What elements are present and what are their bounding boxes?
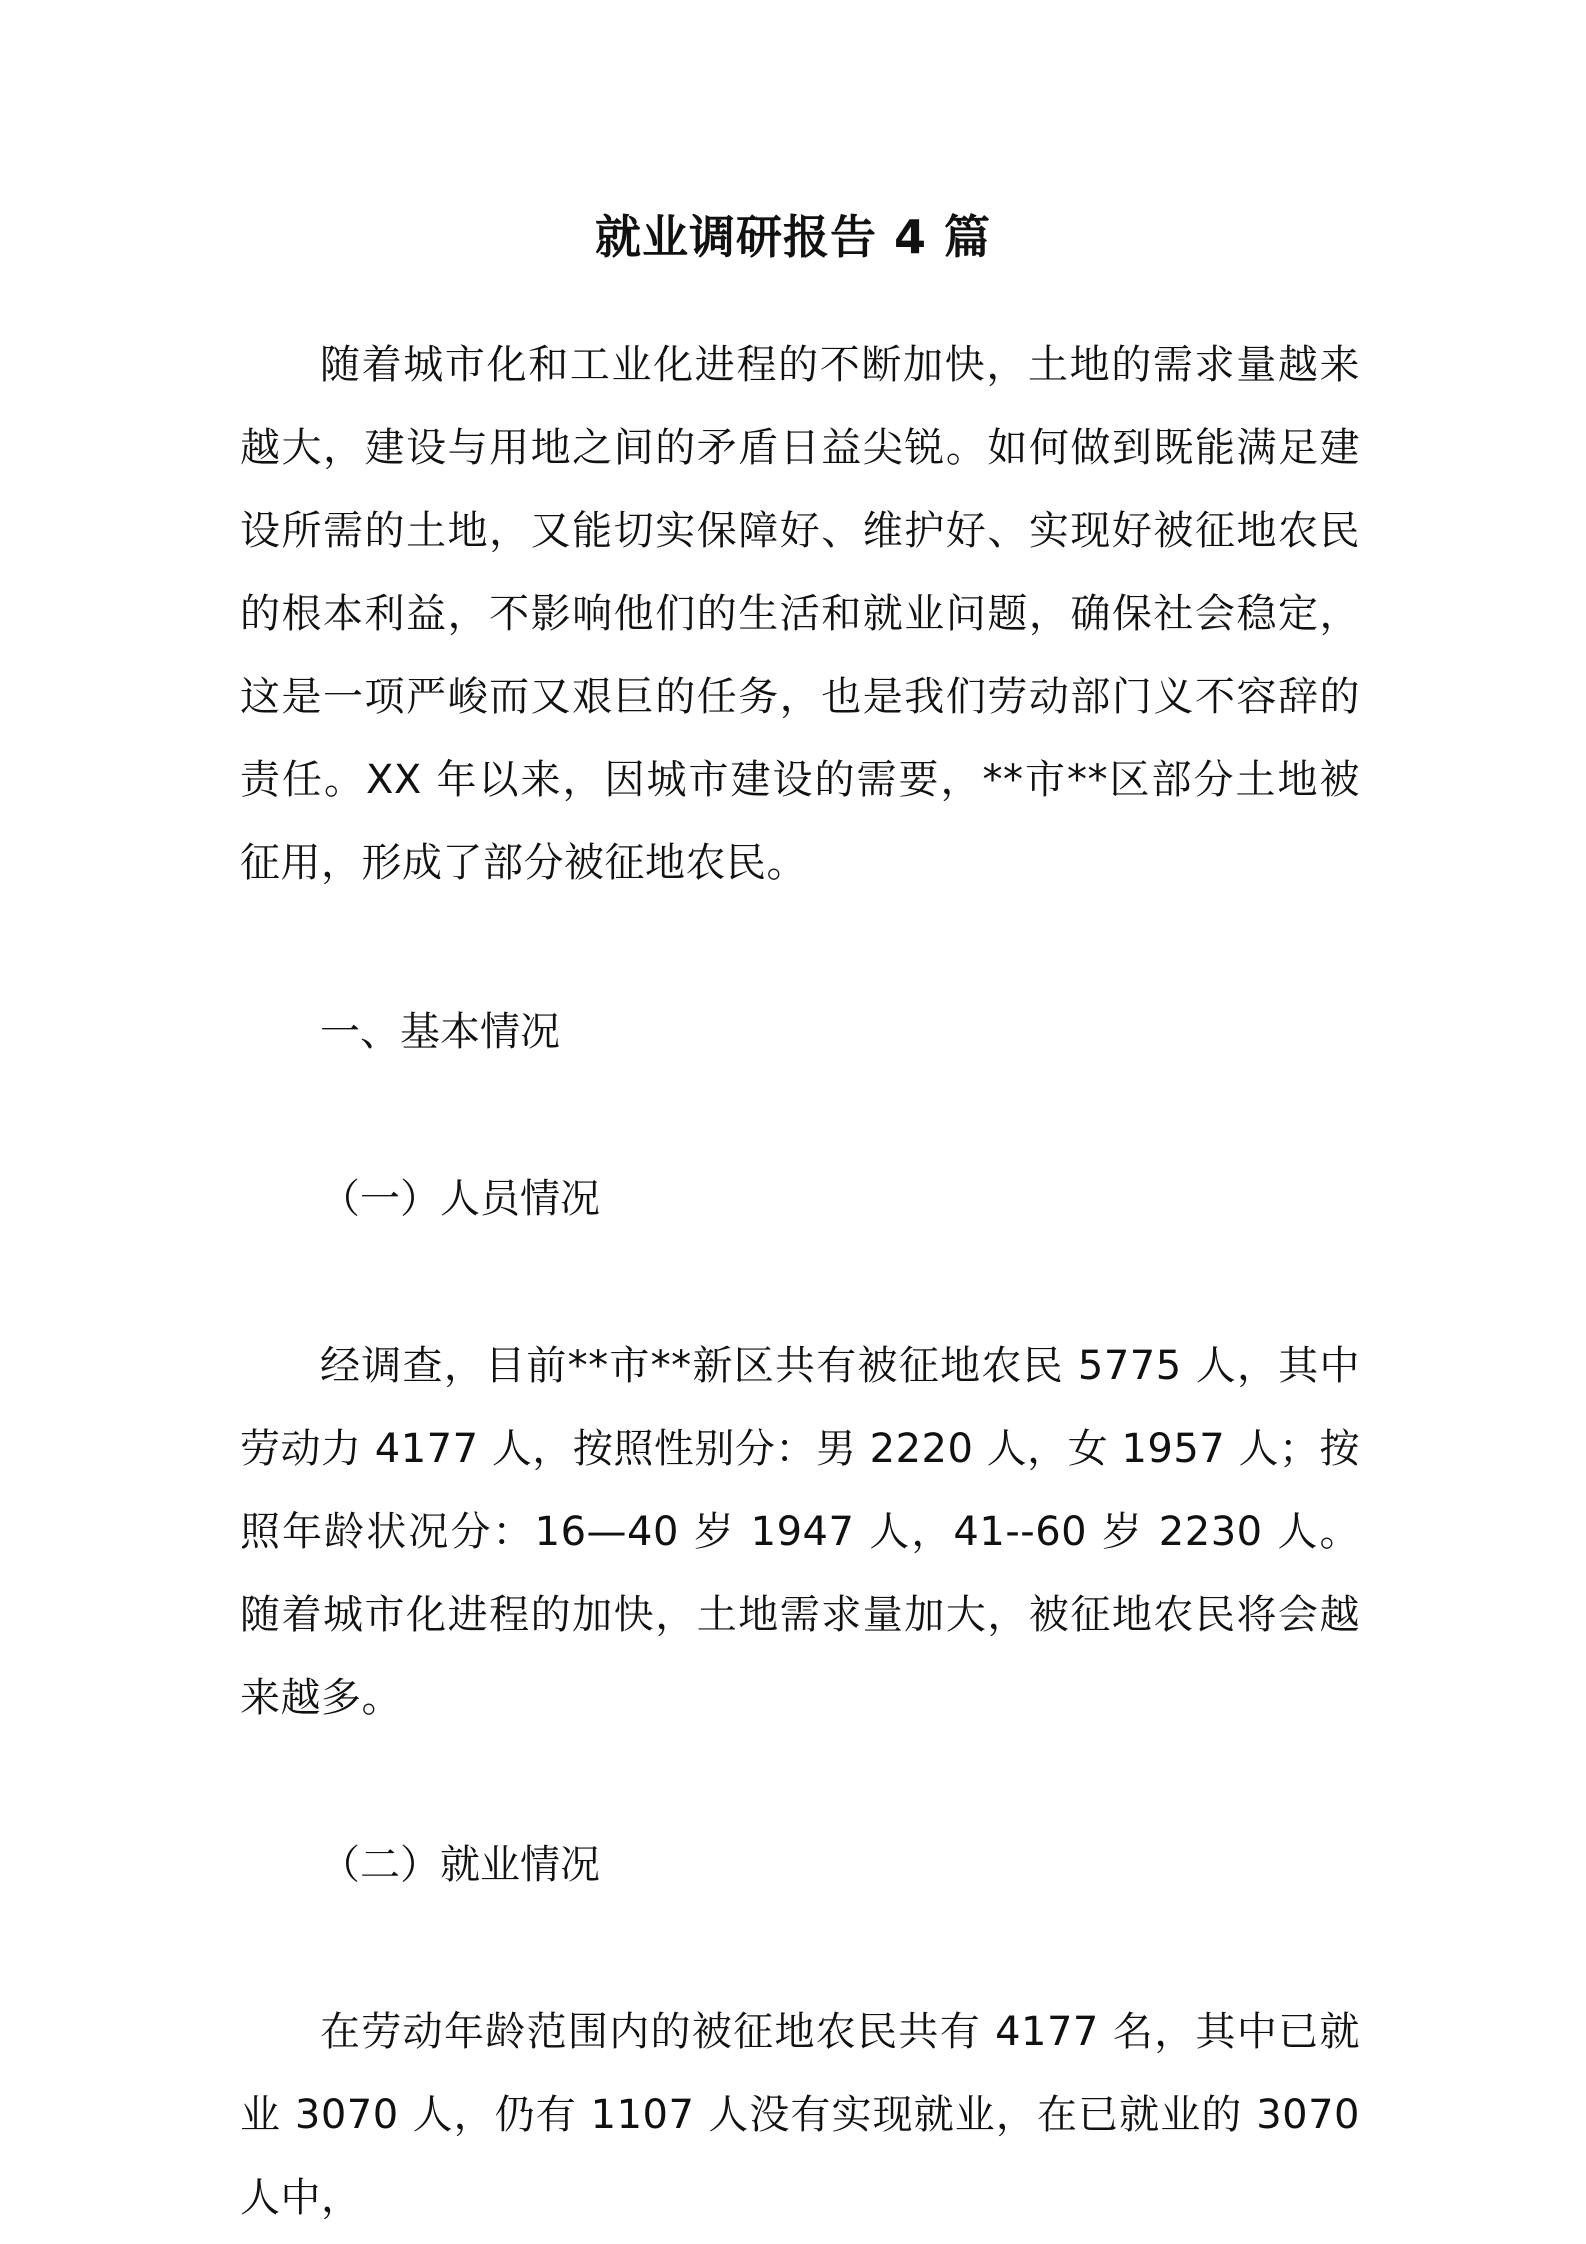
document-body [240,324,1360,2240]
spacer [240,1740,1360,1824]
subsection-heading-personnel: （一）人员情况 [320,1176,600,1222]
personnel-paragraph: 经调查，目前**市**新区共有被征地农民 5775 人，其中劳动力 4177 人，按照性别分：男 2220 人，女 1957 人；按照年龄状况分：16—40 岁 1947 人，41--60 岁 2230 人。随着城市化进程的加快，土地需求量加大，被征地农民将会越来越多。 [240,1343,1360,1721]
section-heading-basic: 一、基本情况 [320,1009,560,1055]
spacer [240,1241,1360,1325]
spacer [240,905,1360,991]
employment-paragraph: 在劳动年龄范围内的被征地农民共有 4177 名，其中已就业 3070 人，仍有 1107 人没有实现就业，在已就业的 3070 人中， [240,2009,1360,2221]
intro-paragraph: 随着城市化和工业化进程的不断加快，土地的需求量越来越大，建设与用地之间的矛盾日益尖锐。如何做到既能满足建设所需的土地，又能切实保障好、维护好、实现好被征地农民的根本利益，不影响他们的生活和就业问题，确保社会稳定，这是一项严峻而又艰巨的任务，也是我们劳动部门义不容辞的责任。XX 年以来，因城市建设的需要，**市**区部分土地被征用，形成了部分被征地农民。 [240,342,1360,886]
spacer [240,1074,1360,1158]
spacer [240,1907,1360,1991]
document-title: 就业调研报告 4 篇 [594,210,992,264]
subsection-heading-employment: （二）就业情况 [320,1842,600,1888]
